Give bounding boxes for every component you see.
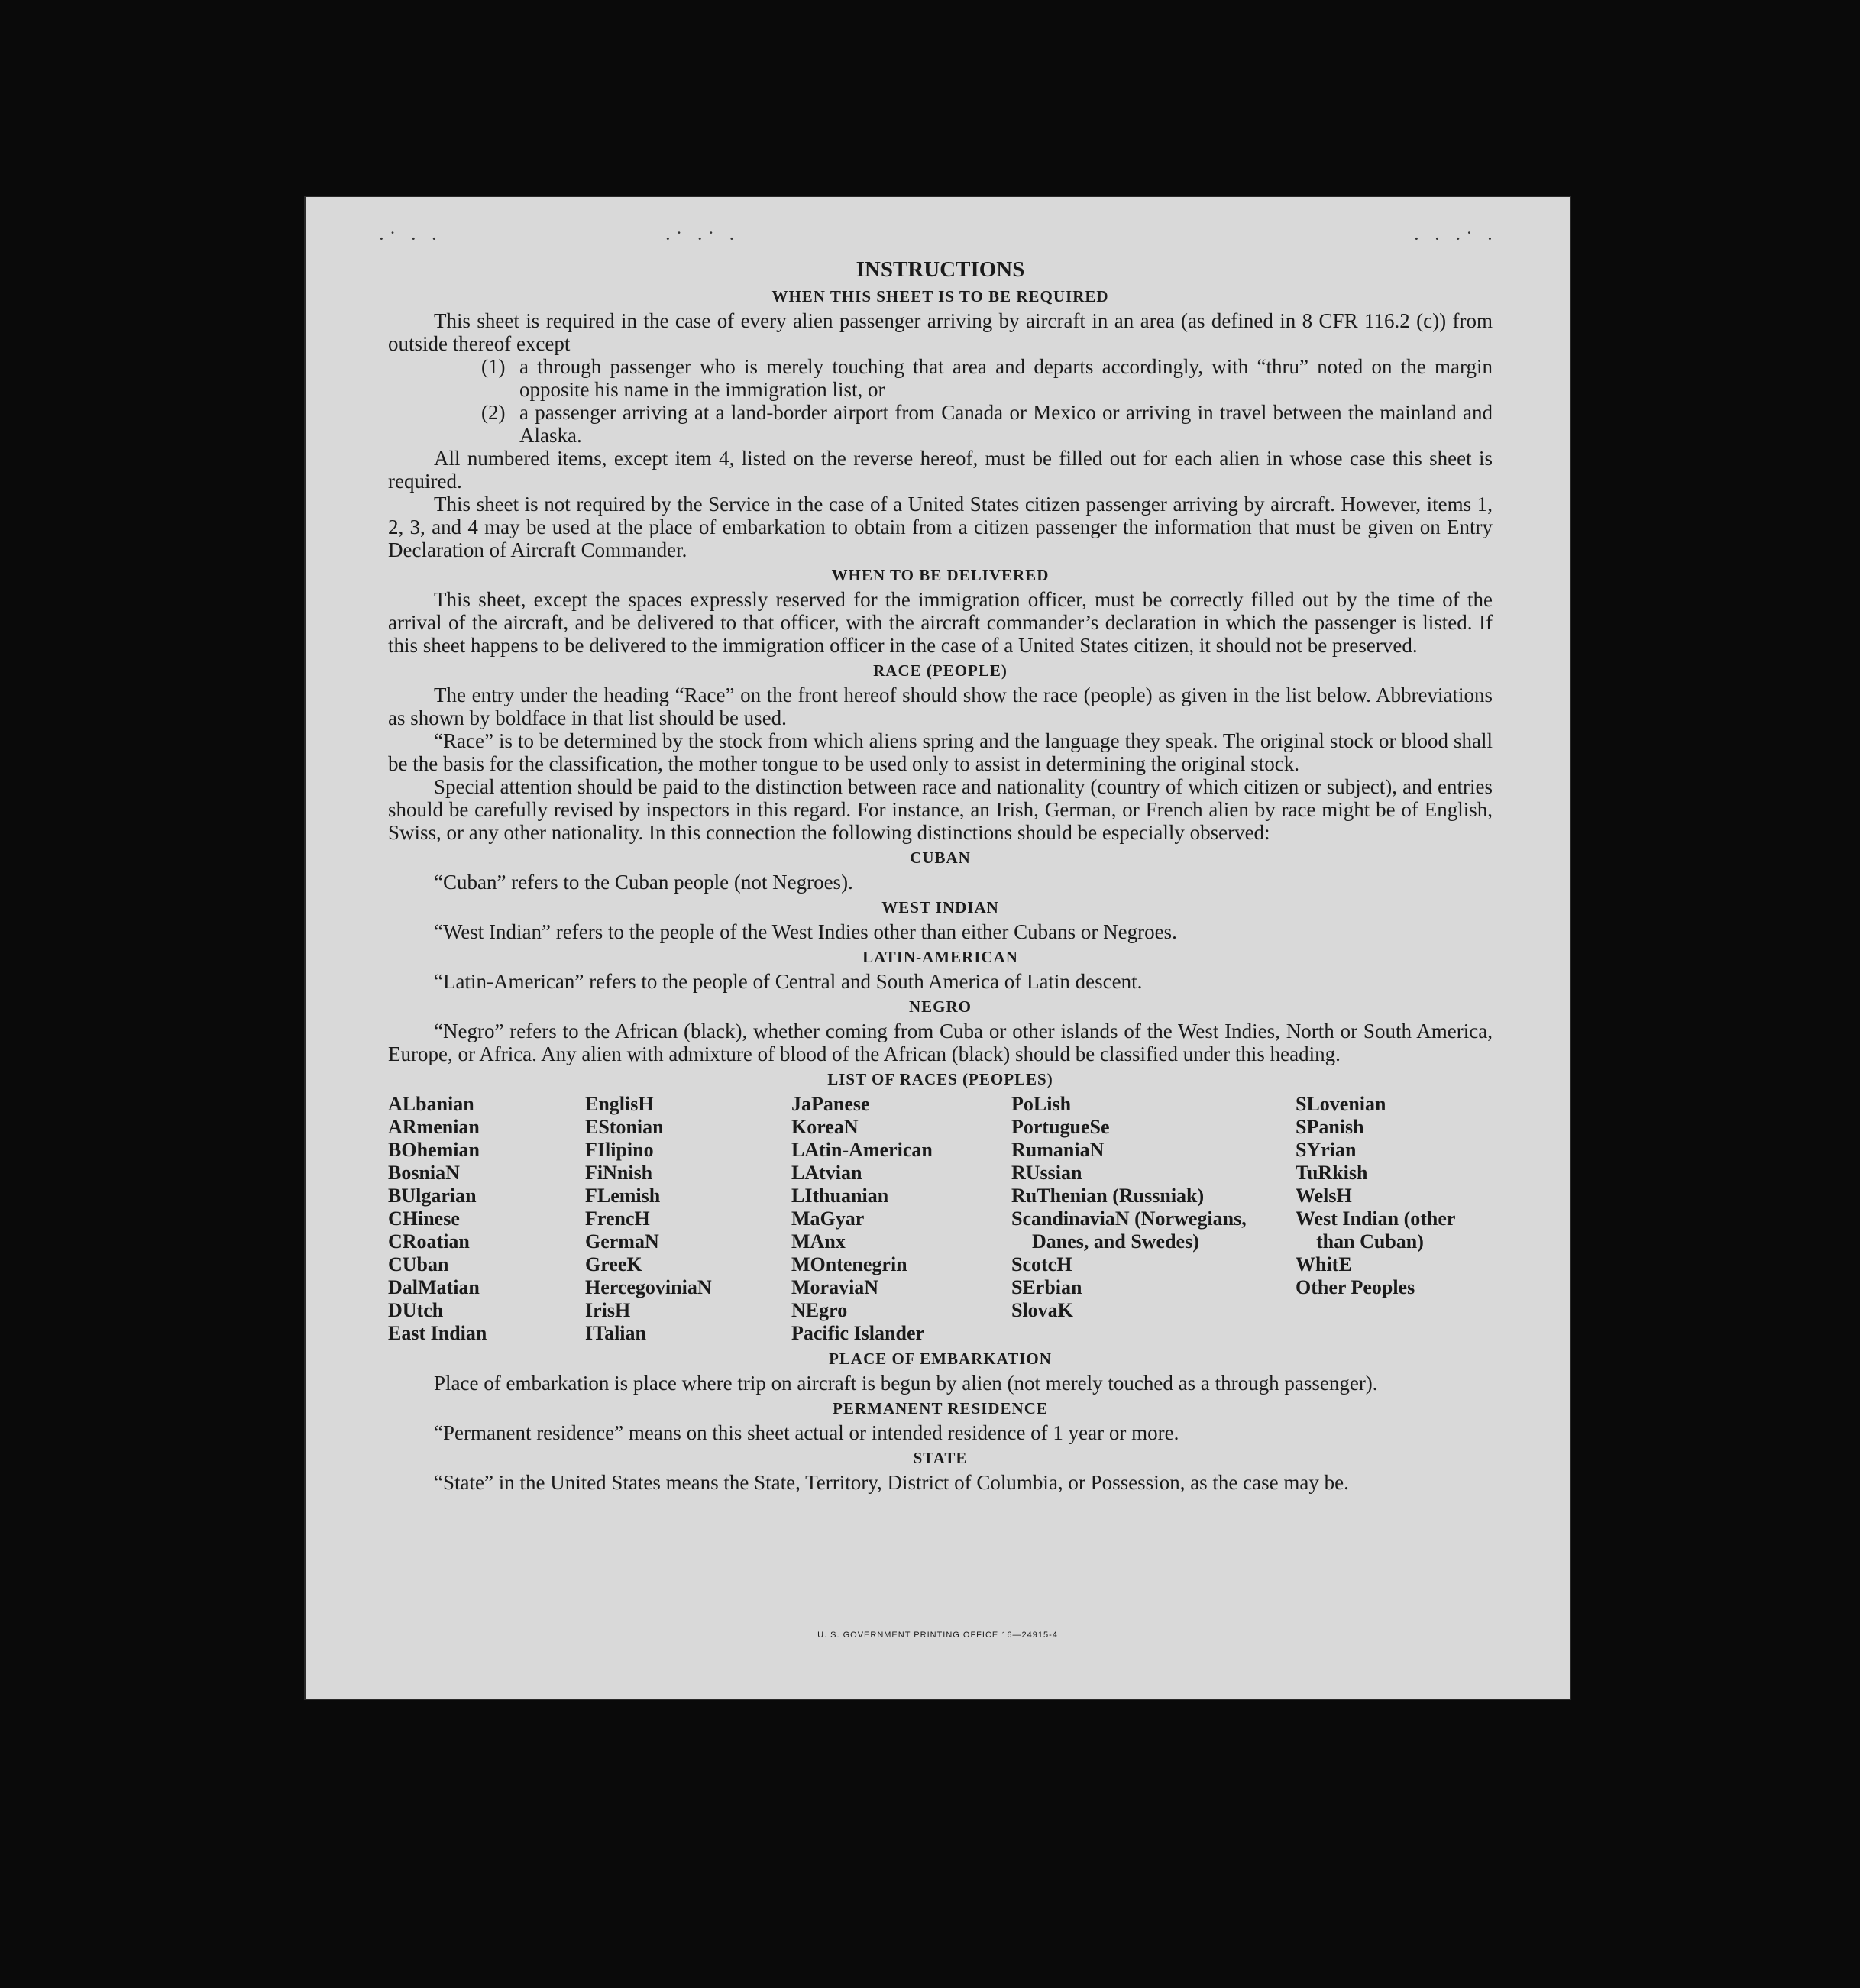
paragraph: “West Indian” refers to the people of the West Indies other than either Cubans or Negroes. — [434, 920, 1177, 943]
scan-specks: ·˙ ·˙ · — [665, 228, 740, 250]
race-entry: GermaN — [585, 1230, 659, 1253]
race-entry: East Indian — [388, 1322, 487, 1344]
race-entry: SLovenian — [1296, 1093, 1386, 1115]
paragraph: “Negro” refers to the African (black), whether coming from Cuba or other islands of the West Indies, North or South America, Europe, or Africa. Any alien with admixture of blood of the African (black) should be classified under this heading. — [388, 1020, 1493, 1065]
race-entry: Other Peoples — [1296, 1276, 1415, 1298]
race-entry: BUlgarian — [388, 1185, 477, 1207]
race-entry: EnglisH — [585, 1093, 654, 1115]
paragraph: This sheet is not required by the Service in the case of a United States citizen passenger arriving by aircraft. However, items 1, 2, 3, and 4 may be used at the place of embarkation to obtain from a citizen passenger the information that must be given on Entry Declaration of Aircraft Commander. — [388, 493, 1493, 561]
list-item — [481, 401, 1493, 447]
race-entry: MOntenegrin — [791, 1253, 907, 1275]
race-entry: WelsH — [1296, 1185, 1352, 1207]
race-entry: ITalian — [585, 1322, 646, 1344]
section-heading: WEST INDIAN — [881, 898, 999, 916]
race-entry: CUban — [388, 1253, 449, 1275]
race-entry: CHinese — [388, 1207, 460, 1230]
paragraph: All numbered items, except item 4, listed on the reverse hereof, must be filled out for each alien in whose case this sheet is required. — [388, 447, 1493, 493]
race-entry: SYrian — [1296, 1139, 1357, 1161]
race-entry: MAnx — [791, 1230, 846, 1253]
race-entry: HercegoviniaN — [585, 1276, 712, 1298]
race-entry: MoraviaN — [791, 1276, 879, 1298]
paragraph: “Cuban” refers to the Cuban people (not Negroes). — [434, 871, 853, 894]
instructions-content — [388, 257, 1493, 1494]
paragraph: “Race” is to be determined by the stock from which aliens spring and the language they speak. The original stock or blood shall be the basis for the classification, the mother tongue to be used only to assist in determining the original stock. — [388, 729, 1493, 775]
paragraph: Special attention should be paid to the distinction between race and nationality (country of which citizen or subject), and entries should be carefully revised by inspectors in this regard. For instance, an Irish, German, or French alien by race might be of English, Swiss, or any other nationality. In this connection the following distinctions should be especially observed: — [388, 775, 1493, 844]
race-entry: ScandinaviaN (Norwegians, Danes, and Swedes) — [1011, 1207, 1247, 1253]
race-entry: PortugueSe — [1011, 1116, 1110, 1138]
race-entry: SErbian — [1011, 1276, 1082, 1298]
section-heading: STATE — [913, 1449, 968, 1467]
race-entry: WhitE — [1296, 1253, 1352, 1275]
races-column — [585, 1093, 791, 1345]
race-entry: LAtvian — [791, 1162, 862, 1184]
races-column — [791, 1093, 1011, 1345]
race-entry: KoreaN — [791, 1116, 859, 1138]
races-column — [1296, 1093, 1493, 1345]
race-entry: BosniaN — [388, 1162, 460, 1184]
page-title: INSTRUCTIONS — [856, 257, 1025, 282]
race-entry: LIthuanian — [791, 1185, 889, 1207]
section-heading: WHEN THIS SHEET IS TO BE REQUIRED — [771, 287, 1109, 305]
printer-imprint: U. S. GOVERNMENT PRINTING OFFICE 16—24915-4 — [817, 1631, 1058, 1640]
race-entry: ARmenian — [388, 1116, 480, 1138]
item-text: a through passenger who is merely touching that area and departs accordingly, with “thru” noted on the margin opposite his name in the immigration list, or — [519, 355, 1493, 401]
race-entry: TuRkish — [1296, 1162, 1368, 1184]
race-entry: ScotcH — [1011, 1253, 1072, 1275]
race-entry: SlovaK — [1011, 1299, 1073, 1321]
race-entry: CRoatian — [388, 1230, 470, 1253]
race-entry: RUssian — [1011, 1162, 1082, 1184]
race-entry: IrisH — [585, 1299, 631, 1321]
race-entry: FrencH — [585, 1207, 650, 1230]
race-entry: BOhemian — [388, 1139, 480, 1161]
race-entry: DUtch — [388, 1299, 444, 1321]
paragraph: This sheet, except the spaces expressly reserved for the immigration officer, must be correctly filled out by the time of the arrival of the aircraft, and be delivered to that officer, with the aircraft commander’s declaration in which the passenger is listed. If this sheet happens to be delivered to the immigration officer in the case of a United States citizen, it should not be preserved. — [388, 588, 1493, 657]
race-entry: GreeK — [585, 1253, 642, 1275]
race-entry: FiNnish — [585, 1162, 653, 1184]
scan-specks: ·˙ · · — [378, 228, 442, 250]
paragraph: “State” in the United States means the State, Territory, District of Columbia, or Possession, as the case may be. — [434, 1471, 1349, 1494]
race-entry: FIlipino — [585, 1139, 654, 1161]
section-heading: RACE (PEOPLE) — [873, 661, 1008, 680]
paragraph: This sheet is required in the case of every alien passenger arriving by aircraft in an area (as defined in 8 CFR 116.2 (c)) from outside thereof except — [388, 309, 1493, 355]
paragraph: Place of embarkation is place where trip on aircraft is begun by alien (not merely touched as a through passenger). — [434, 1372, 1378, 1395]
paragraph: “Permanent residence” means on this sheet actual or intended residence of 1 year or more. — [434, 1421, 1179, 1444]
races-list — [388, 1093, 1493, 1345]
section-heading: CUBAN — [910, 849, 971, 867]
section-heading: WHEN TO BE DELIVERED — [831, 566, 1050, 584]
race-entry: RumaniaN — [1011, 1139, 1105, 1161]
race-entry: ALbanian — [388, 1093, 474, 1115]
scan-specks: · · ·˙ · — [1413, 228, 1498, 250]
race-entry: SPanish — [1296, 1116, 1364, 1138]
paragraph: The entry under the heading “Race” on the front hereof should show the race (people) as given in the list below. Abbreviations as shown by boldface in that list should be used. — [388, 684, 1493, 729]
document-page — [306, 197, 1570, 1699]
item-text: a passenger arriving at a land-border airport from Canada or Mexico or arriving in travel between the mainland and Alaska. — [519, 401, 1493, 447]
race-entry: Pacific Islander — [791, 1322, 925, 1344]
race-entry: FLemish — [585, 1185, 661, 1207]
race-entry: NEgro — [791, 1299, 848, 1321]
race-entry: JaPanese — [791, 1093, 870, 1115]
race-entry: RuThenian (Russniak) — [1011, 1185, 1205, 1207]
section-heading: PERMANENT RESIDENCE — [833, 1399, 1048, 1417]
item-number: (2) — [481, 401, 506, 424]
race-entry: PoLish — [1011, 1093, 1072, 1115]
race-entry: DalMatian — [388, 1276, 480, 1298]
section-heading: LIST OF RACES (PEOPLES) — [827, 1070, 1053, 1088]
races-column — [1011, 1093, 1296, 1345]
race-entry: EStonian — [585, 1116, 664, 1138]
section-heading: LATIN-AMERICAN — [862, 948, 1018, 966]
paragraph: “Latin-American” refers to the people of Central and South America of Latin descent. — [434, 970, 1143, 993]
list-item — [481, 355, 1493, 401]
item-number: (1) — [481, 355, 506, 378]
race-entry: LAtin-American — [791, 1139, 933, 1161]
races-column — [388, 1093, 585, 1345]
race-entry: MaGyar — [791, 1207, 865, 1230]
section-heading: NEGRO — [908, 997, 972, 1016]
section-heading: PLACE OF EMBARKATION — [829, 1350, 1052, 1368]
race-entry: West Indian (other than Cuban) — [1296, 1207, 1455, 1253]
